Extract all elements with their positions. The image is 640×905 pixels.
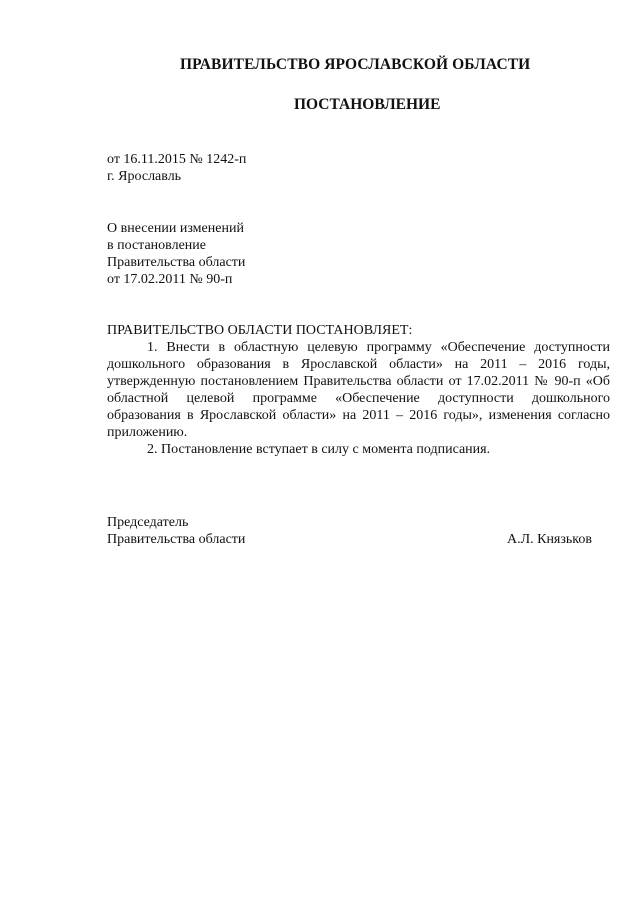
city-line: г. Ярославль <box>107 169 182 184</box>
body-paragraph-1: 1. Внести в областную целевую программу «Обеспечение доступности дошкольного образования в Ярославской области» на 2011 – 2016 годы, утвержденную постановлением Правительства области от 17.02.2011 № 90-п «Об областной целевой программе «Обеспечение доступности дошкольного образования в Ярославской области» на 2011 – 2016 годы», изменения согласно приложению. <box>107 340 610 440</box>
document-body <box>107 322 610 458</box>
document-meta <box>107 151 246 185</box>
document-type-title: ПОСТАНОВЛЕНИЕ <box>294 96 441 113</box>
signature-row <box>107 531 592 548</box>
decree-statement: ПРАВИТЕЛЬСТВО ОБЛАСТИ ПОСТАНОВЛЯЕТ: <box>107 323 413 338</box>
signatory-position-line1: Председатель <box>107 515 189 530</box>
subject-line: О внесении изменений <box>107 221 244 236</box>
subject-line: в постановление <box>107 238 206 253</box>
signatory-name: А.Л. Князьков <box>507 532 592 547</box>
date-number-line: от 16.11.2015 № 1242-п <box>107 152 247 167</box>
government-title: ПРАВИТЕЛЬСТВО ЯРОСЛАВСКОЙ ОБЛАСТИ <box>180 56 531 73</box>
subject-line: от 17.02.2011 № 90-п <box>107 272 233 287</box>
signatory-position-line2: Правительства области <box>107 532 246 547</box>
body-paragraph-2: 2. Постановление вступает в силу с момента подписания. <box>147 442 491 457</box>
signature-block <box>107 514 592 548</box>
subject-line: Правительства области <box>107 255 246 270</box>
document-subject <box>107 220 245 288</box>
